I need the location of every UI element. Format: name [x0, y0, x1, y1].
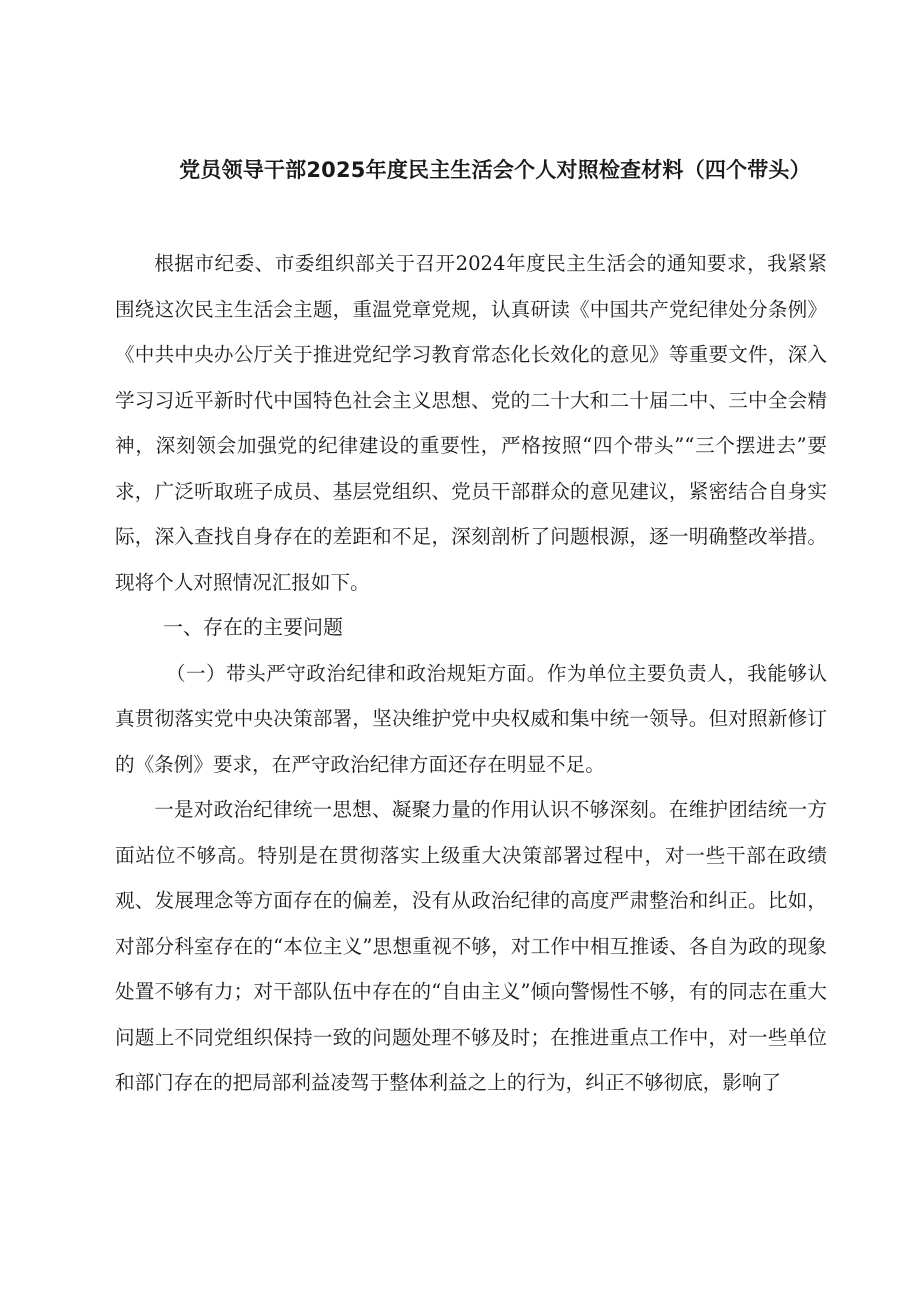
document-title: 党员领导干部2025年度民主生活会个人对照检查材料（四个带头） [179, 158, 811, 182]
point-paragraph: 一是对政治纪律统一思想、凝聚力量的作用认识不够深刻。在维护团结统一方面站位不够高。特别是在贯彻落实上级重大决策部署过程中，对一些干部在政绩观、发展理念等方面存在的偏差，没有从政治纪律的高度严肃整治和纠正。比如，对部分科室存在的“本位主义”思想重视不够，对工作中相互推诿、各自为政的现象处置不够有力；对干部队伍中存在的“自由主义”倾向警惕性不够，有的同志在重大问题上不同党组织保持一致的问题处理不够及时；在推进重点工作中，对一些单位和部门存在的把局部利益凌驾于整体利益之上的行为，纠正不够彻底，影响了 [115, 798, 827, 1094]
document-body [115, 241, 827, 1106]
intro-paragraph: 根据市纪委、市委组织部关于召开2024年度民主生活会的通知要求，我紧紧围绕这次民主生活会主题，重温党章党规，认真研读《中国共产党纪律处分条例》《中共中央办公厅关于推进党纪学习教育常态化长效化的意见》等重要文件，深入学习习近平新时代中国特色社会主义思想、党的二十大和二十届二中、三中全会精神，深刻领会加强党的纪律建设的重要性，严格按照“四个带头”“三个摆进去”要求，广泛听取班子成员、基层党组织、党员干部群众的意见建议，紧密结合自身实际，深入查找自身存在的差距和不足，深刻剖析了问题根源，逐一明确整改举措。现将个人对照情况汇报如下。 [115, 252, 827, 594]
section-heading: 一、存在的主要问题 [163, 615, 343, 639]
subsection-paragraph: （一）带头严守政治纪律和政治规矩方面。作为单位主要负责人，我能够认真贯彻落实党中央决策部署，坚决维护党中央权威和集中统一领导。但对照新修订的《条例》要求，在严守政治纪律方面还存在明显不足。 [115, 661, 827, 776]
